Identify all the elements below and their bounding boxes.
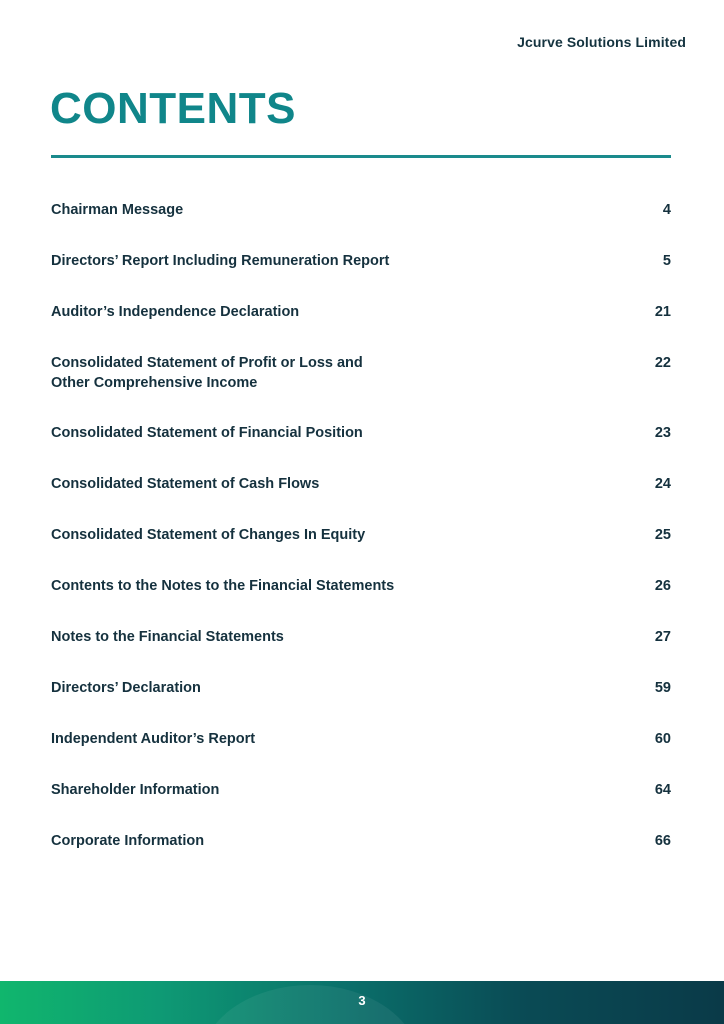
- toc-entry-corporate-information[interactable]: [51, 831, 671, 882]
- toc-entry-label: Consolidated Statement of Financial Position: [51, 425, 363, 441]
- toc-entry-page: 24: [654, 476, 671, 492]
- toc-entry-shareholder-information[interactable]: [51, 780, 671, 831]
- footer-band: [0, 981, 724, 1024]
- toc-entry-label: Auditor’s Independence Declaration: [51, 304, 300, 320]
- toc-entry-page: 26: [654, 578, 671, 594]
- toc-entry-profit-or-loss[interactable]: [51, 353, 671, 423]
- toc-entry-page: 27: [654, 629, 671, 645]
- toc-entry-label: Consolidated Statement of Changes In Equity: [51, 527, 366, 543]
- company-name: Jcurve Solutions Limited: [517, 34, 686, 50]
- toc-entry-page: 5: [662, 253, 671, 269]
- toc-entry-page: 23: [654, 425, 671, 441]
- toc-entry-chairman-message[interactable]: [51, 200, 671, 251]
- toc-entry-label: Notes to the Financial Statements: [51, 629, 284, 645]
- toc-entry-label: Directors’ Declaration: [51, 680, 201, 696]
- toc-entry-page: 21: [654, 304, 671, 320]
- toc-entry-page: 60: [654, 731, 671, 747]
- toc-entry-directors-declaration[interactable]: [51, 678, 671, 729]
- toc-entry-page: 25: [654, 527, 671, 543]
- toc-entry-notes-contents[interactable]: [51, 576, 671, 627]
- toc-entry-label: Contents to the Notes to the Financial Statements: [51, 578, 395, 594]
- toc-entry-label: Shareholder Information: [51, 782, 220, 798]
- toc-entry-page: 22: [654, 355, 671, 371]
- page-title: CONTENTS: [50, 84, 296, 133]
- toc-entry-label: Chairman Message: [51, 202, 184, 218]
- table-of-contents: [51, 200, 671, 882]
- toc-entry-auditors-independence[interactable]: [51, 302, 671, 353]
- toc-entry-page: 66: [654, 833, 671, 849]
- title-divider: [51, 155, 671, 158]
- toc-entry-label: Consolidated Statement of Cash Flows: [51, 476, 320, 492]
- page-number: 3: [358, 993, 366, 1008]
- toc-entry-label: Independent Auditor’s Report: [51, 731, 256, 747]
- toc-entry-page: 4: [662, 202, 671, 218]
- toc-entry-label: Corporate Information: [51, 833, 205, 849]
- toc-entry-page: 64: [654, 782, 671, 798]
- toc-entry-label: Directors’ Report Including Remuneration Report: [51, 253, 390, 269]
- toc-entry-page: 59: [654, 680, 671, 696]
- toc-entry-label: Consolidated Statement of Profit or Loss and Other Comprehensive Income: [51, 355, 363, 391]
- toc-entry-directors-report[interactable]: [51, 251, 671, 302]
- toc-entry-financial-position[interactable]: [51, 423, 671, 474]
- toc-entry-changes-in-equity[interactable]: [51, 525, 671, 576]
- toc-entry-auditors-report[interactable]: [51, 729, 671, 780]
- toc-entry-cash-flows[interactable]: [51, 474, 671, 525]
- toc-entry-notes[interactable]: [51, 627, 671, 678]
